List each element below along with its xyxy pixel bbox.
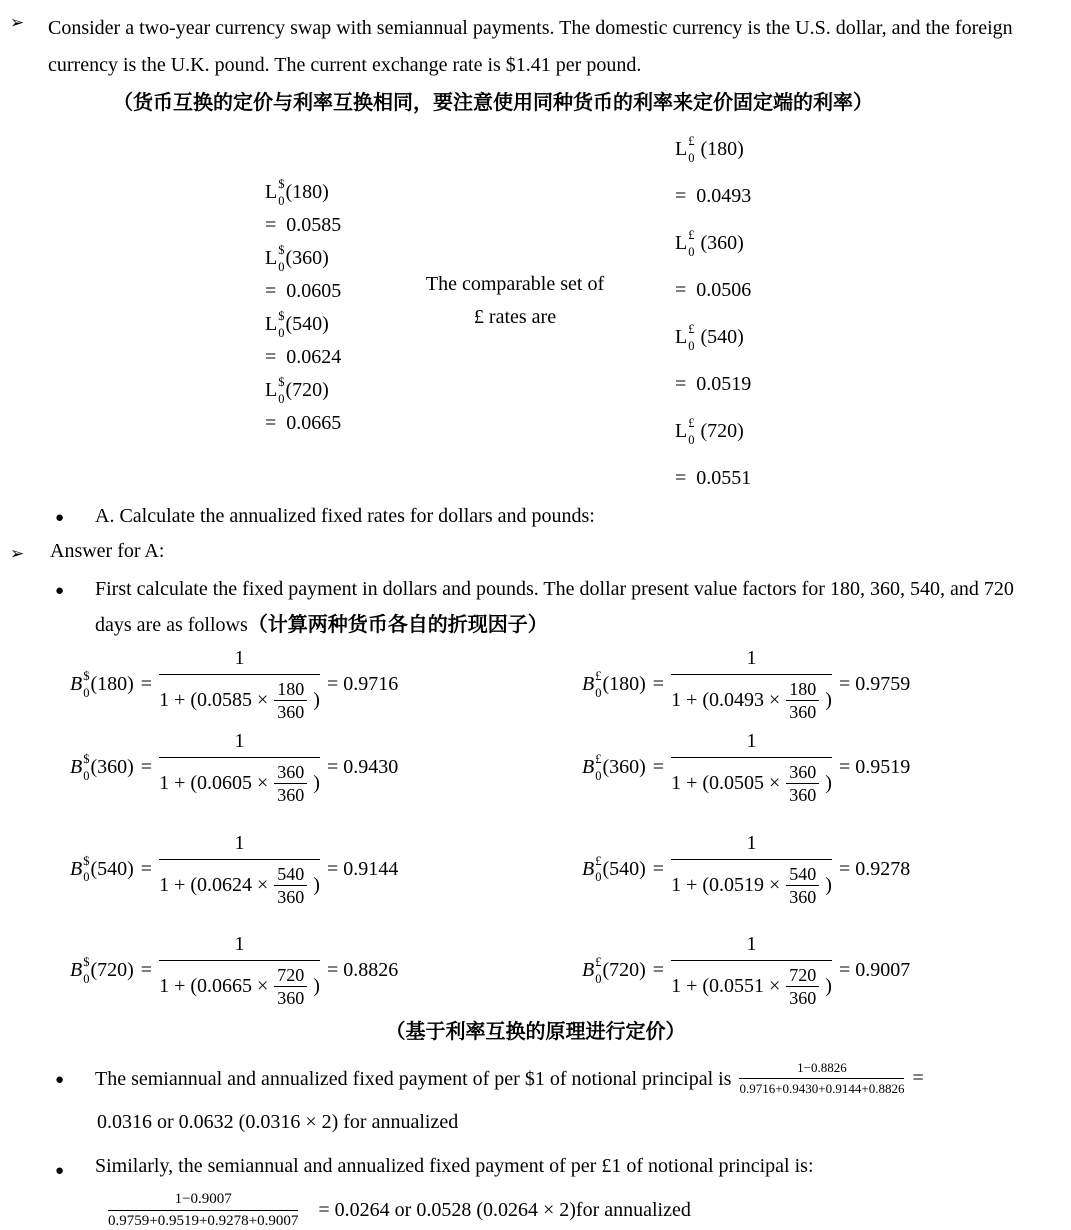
equals-sign: = xyxy=(912,1067,924,1090)
question-a-text: A. Calculate the annualized fixed rates for dollars and pounds: xyxy=(95,505,595,527)
factor-days: (360) xyxy=(602,756,646,779)
inner-num: 360 xyxy=(274,762,307,784)
denominator xyxy=(671,758,832,805)
time-subscript: 0 xyxy=(595,685,602,700)
denominator xyxy=(159,758,320,805)
close-paren: ) xyxy=(825,975,832,998)
usd-factor-720 xyxy=(70,933,582,1008)
inner-fraction xyxy=(786,965,819,1008)
equals-sign: = xyxy=(652,959,665,982)
discount-factor-formulas xyxy=(70,647,1071,1008)
rate-symbol: L xyxy=(675,326,688,348)
gbp-rate-value: = 0.0493 xyxy=(675,185,752,207)
usd-rate-value: = 0.0624 xyxy=(265,346,342,368)
usd-factor-540 xyxy=(70,832,582,907)
equals-sign: = xyxy=(652,857,665,880)
factor-days: (360) xyxy=(90,756,134,779)
rate-days: (180) xyxy=(700,138,744,160)
time-subscript: 0 xyxy=(83,685,90,700)
currency-superscript: £ xyxy=(595,752,602,767)
fraction xyxy=(159,933,320,1008)
den-expression: 1 + (0.0585 × xyxy=(159,689,269,712)
inner-den: 360 xyxy=(277,785,305,806)
inner-num: 360 xyxy=(786,762,819,784)
inner-num: 720 xyxy=(786,965,819,987)
rate-symbol: L xyxy=(265,247,278,269)
denominator: 0.9759+0.9519+0.9278+0.9007 xyxy=(108,1213,299,1230)
answer-a-body xyxy=(95,571,1050,643)
supsub xyxy=(595,855,601,884)
usd-payment-line xyxy=(55,1060,1071,1097)
usd-factor-180 xyxy=(70,647,582,722)
close-paren: ) xyxy=(313,873,320,896)
equals-sign: = xyxy=(652,673,665,696)
answer-a-body-line xyxy=(55,571,1071,643)
time-subscript: 0 xyxy=(278,259,285,274)
rate-symbol: L xyxy=(265,379,278,401)
factor-days: (720) xyxy=(90,959,134,982)
inner-fraction xyxy=(274,679,307,722)
gbp-rate-label xyxy=(675,314,751,361)
supsub xyxy=(595,956,601,985)
time-subscript: 0 xyxy=(83,971,90,986)
inner-fraction xyxy=(786,864,819,907)
currency-superscript: $ xyxy=(83,752,90,767)
usd-rate-label xyxy=(265,176,341,209)
supsub xyxy=(278,310,284,339)
den-expression: 1 + (0.0624 × xyxy=(159,873,269,896)
equals-sign: = xyxy=(140,756,153,779)
usd-rate-value: = 0.0585 xyxy=(265,214,342,236)
factor-result: = 0.9519 xyxy=(838,756,911,779)
currency-superscript: $ xyxy=(278,309,285,323)
inner-den: 360 xyxy=(789,886,817,907)
caption-line2: £ rates are xyxy=(473,306,557,328)
fraction xyxy=(159,730,320,805)
dot-bullet-icon: ● xyxy=(55,583,65,599)
supsub xyxy=(595,753,601,782)
factor-result: = 0.9430 xyxy=(326,756,399,779)
inner-fraction xyxy=(274,762,307,805)
currency-superscript: $ xyxy=(83,669,90,684)
inner-num: 540 xyxy=(786,864,819,886)
numerator: 1 xyxy=(671,730,832,758)
gbp-payment-text: Similarly, the semiannual and annualized fixed payment of per £1 of notional principal is: xyxy=(95,1155,814,1178)
inner-den: 360 xyxy=(277,988,305,1009)
usd-payment-result: 0.0316 or 0.0632 (0.0316 × 2) for annualized xyxy=(97,1111,459,1134)
factor-result: = 0.8826 xyxy=(326,959,399,982)
time-subscript: 0 xyxy=(688,432,695,447)
inner-fraction xyxy=(786,679,819,722)
currency-superscript: £ xyxy=(688,134,695,148)
gbp-payment-fraction xyxy=(108,1191,298,1230)
formula-row-180 xyxy=(70,647,1071,722)
rate-symbol: L xyxy=(675,138,688,160)
close-paren: ) xyxy=(313,975,320,998)
rate-days: (360) xyxy=(285,247,329,269)
numerator: 1−0.8826 xyxy=(739,1060,904,1079)
time-subscript: 0 xyxy=(595,768,602,783)
currency-superscript: £ xyxy=(595,669,602,684)
intro-text: Consider a two-year currency swap with semiannual payments. The domestic currency is the U.S. dollar, and the foreign currency is the U.K. pound. The current exchange rate is $1.41 per pound. xyxy=(48,17,1013,76)
numerator: 1 xyxy=(159,647,320,675)
den-expression: 1 + (0.0605 × xyxy=(159,772,269,795)
denominator xyxy=(159,860,320,907)
time-subscript: 0 xyxy=(688,244,695,259)
supsub xyxy=(83,855,89,884)
factor-symbol: B xyxy=(582,673,595,696)
supsub xyxy=(83,956,89,985)
inner-den: 360 xyxy=(277,702,305,723)
usd-payment-fraction xyxy=(739,1060,904,1097)
denominator xyxy=(671,675,832,722)
rate-symbol: L xyxy=(675,420,688,442)
supsub xyxy=(278,376,284,405)
currency-superscript: £ xyxy=(688,322,695,336)
rates-section xyxy=(0,126,1071,496)
numerator: 1 xyxy=(159,730,320,758)
factor-result: = 0.9759 xyxy=(838,673,911,696)
factor-symbol: B xyxy=(582,959,595,982)
denominator xyxy=(159,961,320,1008)
factor-symbol: B xyxy=(582,857,595,880)
time-subscript: 0 xyxy=(688,338,695,353)
inner-fraction xyxy=(786,762,819,805)
supsub xyxy=(688,323,694,352)
supsub xyxy=(688,229,694,258)
answer-a-header: Answer for A: xyxy=(50,540,165,562)
close-paren: ) xyxy=(825,689,832,712)
rate-days: (720) xyxy=(700,420,744,442)
answer-a-body-text: First calculate the fixed payment in dollars and pounds. The dollar present value factors for 180, 360, 540, and 720 days are as follows xyxy=(95,578,1014,636)
currency-superscript: £ xyxy=(688,228,695,242)
rate-days: (180) xyxy=(285,181,329,203)
usd-rate-label xyxy=(265,242,341,275)
gbp-rate-value: = 0.0506 xyxy=(675,279,752,301)
den-expression: 1 + (0.0493 × xyxy=(671,689,781,712)
inner-den: 360 xyxy=(789,702,817,723)
den-expression: 1 + (0.0519 × xyxy=(671,873,781,896)
arrow-bullet-icon: ➢ xyxy=(10,544,25,564)
fraction xyxy=(159,647,320,722)
currency-superscript: £ xyxy=(688,416,695,430)
fraction xyxy=(671,832,832,907)
denominator xyxy=(159,675,320,722)
currency-superscript: $ xyxy=(278,243,285,257)
rate-symbol: L xyxy=(265,181,278,203)
inner-num: 180 xyxy=(786,679,819,701)
rate-symbol: L xyxy=(675,232,688,254)
dot-bullet-icon: ● xyxy=(55,510,65,526)
close-paren: ) xyxy=(825,873,832,896)
gbp-rate-label xyxy=(675,220,751,267)
equals-sign: = xyxy=(140,857,153,880)
factor-symbol: B xyxy=(70,857,83,880)
numerator: 1−0.9007 xyxy=(108,1191,298,1211)
numerator: 1 xyxy=(159,832,320,860)
usd-rate-value: = 0.0665 xyxy=(265,412,342,434)
question-a-line xyxy=(55,500,1071,535)
currency-superscript: $ xyxy=(278,375,285,389)
inner-fraction xyxy=(274,864,307,907)
answer-a-header-line xyxy=(10,535,1071,571)
supsub xyxy=(83,753,89,782)
close-paren: ) xyxy=(313,772,320,795)
time-subscript: 0 xyxy=(278,391,285,406)
factor-result: = 0.9007 xyxy=(838,959,911,982)
fraction xyxy=(671,647,832,722)
fraction xyxy=(159,832,320,907)
answer-a-chinese-note: （计算两种货币各自的折现因子） xyxy=(247,614,548,636)
gbp-rates-column xyxy=(675,126,751,502)
denominator: 0.9716+0.9430+0.9144+0.8826 xyxy=(739,1081,905,1097)
gbp-payment-line xyxy=(55,1151,1071,1181)
gbp-rate-label xyxy=(675,126,751,173)
den-expression: 1 + (0.0505 × xyxy=(671,772,781,795)
gbp-factor-360 xyxy=(582,730,910,805)
gbp-factor-180 xyxy=(582,647,910,722)
factor-days: (180) xyxy=(90,673,134,696)
factor-result: = 0.9144 xyxy=(326,857,399,880)
gbp-payment-result: = 0.0264 or 0.0528 (0.0264 × 2)for annualized xyxy=(318,1199,691,1222)
time-subscript: 0 xyxy=(595,971,602,986)
factor-days: (540) xyxy=(90,857,134,880)
formula-row-360 xyxy=(70,730,1071,805)
supsub xyxy=(595,670,601,699)
denominator xyxy=(671,961,832,1008)
factor-result: = 0.9278 xyxy=(838,857,911,880)
currency-superscript: $ xyxy=(83,853,90,868)
comparable-rates-caption xyxy=(405,268,625,334)
supsub xyxy=(278,178,284,207)
inner-num: 720 xyxy=(274,965,307,987)
inner-den: 360 xyxy=(789,785,817,806)
numerator: 1 xyxy=(671,647,832,675)
gbp-factor-720 xyxy=(582,933,910,1008)
currency-superscript: $ xyxy=(83,955,90,970)
den-expression: 1 + (0.0551 × xyxy=(671,975,781,998)
rate-days: (540) xyxy=(700,326,744,348)
usd-factor-360 xyxy=(70,730,582,805)
rate-days: (540) xyxy=(285,313,329,335)
gbp-rate-label xyxy=(675,408,751,455)
factor-days: (180) xyxy=(602,673,646,696)
gbp-factor-540 xyxy=(582,832,910,907)
pricing-chinese-note: （基于利率互换的原理进行定价） xyxy=(385,1021,686,1044)
supsub xyxy=(688,135,694,164)
formula-row-720 xyxy=(70,933,1071,1008)
fraction xyxy=(671,730,832,805)
usd-rates-column xyxy=(265,176,341,440)
gbp-payment-calculation xyxy=(100,1191,1071,1230)
time-subscript: 0 xyxy=(278,325,285,340)
equals-sign: = xyxy=(140,959,153,982)
rate-symbol: L xyxy=(265,313,278,335)
numerator: 1 xyxy=(671,933,832,961)
factor-symbol: B xyxy=(70,756,83,779)
close-paren: ) xyxy=(313,689,320,712)
fraction xyxy=(671,933,832,1008)
factor-symbol: B xyxy=(582,756,595,779)
usd-payment-text: The semiannual and annualized fixed payment of per $1 of notional principal is xyxy=(95,1067,732,1090)
time-subscript: 0 xyxy=(688,150,695,165)
close-paren: ) xyxy=(825,772,832,795)
intro-paragraph xyxy=(0,0,1071,84)
factor-symbol: B xyxy=(70,673,83,696)
time-subscript: 0 xyxy=(83,768,90,783)
factor-result: = 0.9716 xyxy=(326,673,399,696)
equals-sign: = xyxy=(140,673,153,696)
inner-fraction xyxy=(274,965,307,1008)
rate-days: (360) xyxy=(700,232,744,254)
factor-days: (540) xyxy=(602,857,646,880)
supsub xyxy=(688,417,694,446)
gbp-rate-value: = 0.0551 xyxy=(675,467,752,489)
usd-rate-label xyxy=(265,374,341,407)
numerator: 1 xyxy=(671,832,832,860)
factor-days: (720) xyxy=(602,959,646,982)
factor-symbol: B xyxy=(70,959,83,982)
formula-row-540 xyxy=(70,832,1071,907)
currency-superscript: £ xyxy=(595,853,602,868)
denominator xyxy=(671,860,832,907)
gbp-rate-value: = 0.0519 xyxy=(675,373,752,395)
equals-sign: = xyxy=(652,756,665,779)
supsub xyxy=(278,244,284,273)
currency-superscript: $ xyxy=(278,177,285,191)
usd-rate-label xyxy=(265,308,341,341)
dot-bullet-icon: ● xyxy=(55,1163,65,1180)
inner-num: 540 xyxy=(274,864,307,886)
rate-days: (720) xyxy=(285,379,329,401)
intro-chinese-note: （货币互换的定价与利率互换相同，要注意使用同种货币的利率来定价固定端的利率） xyxy=(113,92,873,114)
time-subscript: 0 xyxy=(278,193,285,208)
usd-rate-value: = 0.0605 xyxy=(265,280,342,302)
inner-den: 360 xyxy=(789,988,817,1009)
supsub xyxy=(83,670,89,699)
time-subscript: 0 xyxy=(595,870,602,885)
den-expression: 1 + (0.0665 × xyxy=(159,975,269,998)
currency-superscript: £ xyxy=(595,955,602,970)
caption-line1: The comparable set of xyxy=(425,273,605,295)
time-subscript: 0 xyxy=(83,870,90,885)
dot-bullet-icon: ● xyxy=(55,1072,65,1089)
inner-num: 180 xyxy=(274,679,307,701)
numerator: 1 xyxy=(159,933,320,961)
inner-den: 360 xyxy=(277,886,305,907)
arrow-bullet-icon: ➢ xyxy=(10,13,25,33)
